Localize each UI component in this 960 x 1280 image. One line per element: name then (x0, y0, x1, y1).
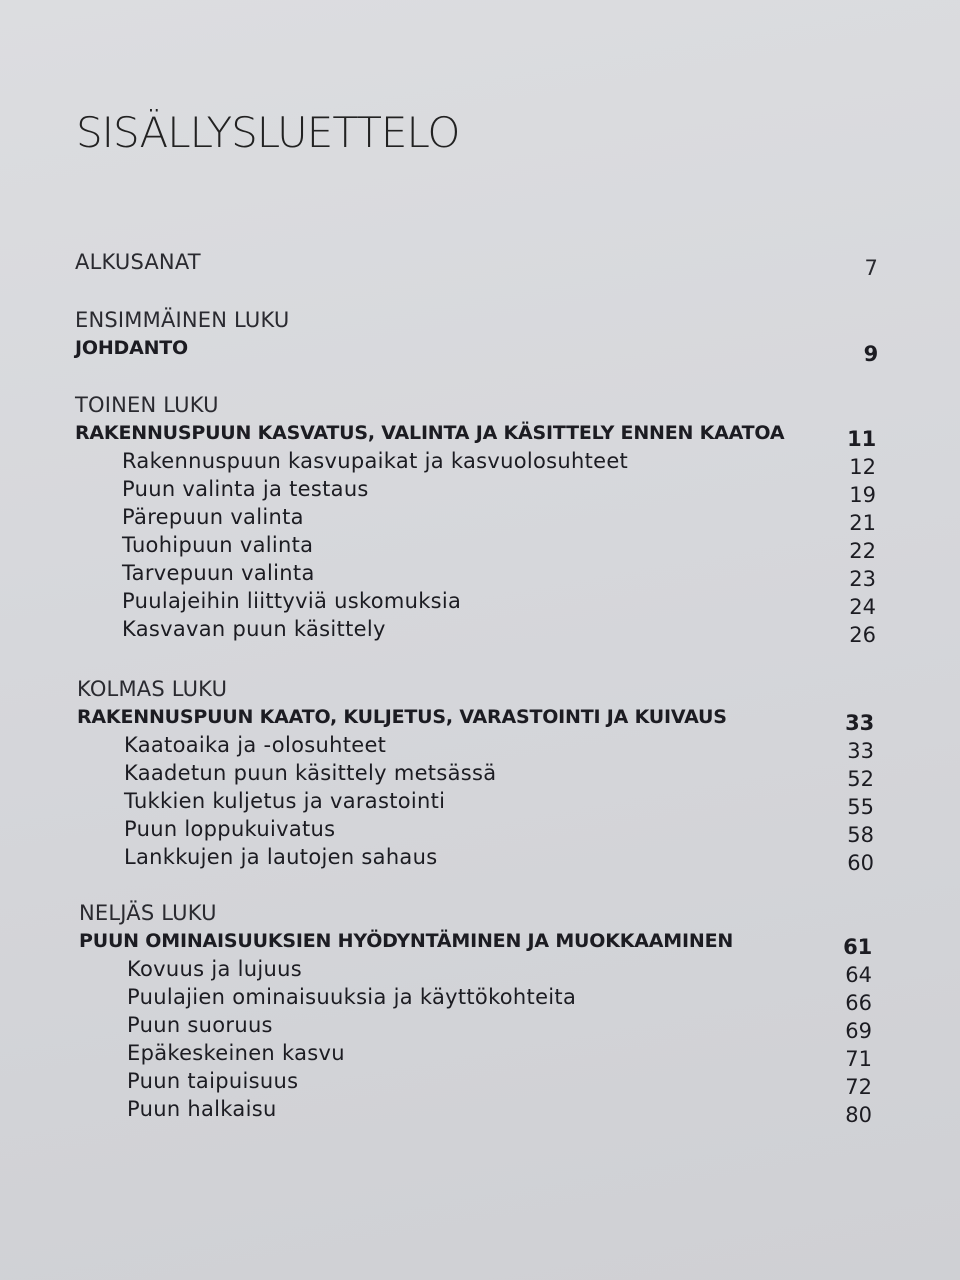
toc-section (0, 306, 960, 366)
page-number: 66 (845, 991, 872, 1015)
page-number: 55 (847, 795, 874, 819)
toc-section (0, 391, 960, 647)
page-number: 72 (845, 1075, 872, 1099)
entry-label: Puun valinta ja testaus (122, 477, 369, 501)
entry-label: PUUN OMINAISUUKSIEN HYÖDYNTÄMINEN JA MUOKKAAMINEN (79, 930, 734, 952)
entry-label: ENSIMMÄINEN LUKU (75, 308, 290, 332)
toc-entry (0, 1039, 960, 1071)
entry-label: RAKENNUSPUUN KASVATUS, VALINTA JA KÄSITTELY ENNEN KAATOA (75, 422, 785, 444)
page-number: 11 (847, 427, 876, 451)
toc-entry (0, 815, 960, 847)
entry-label: Tuohipuun valinta (122, 533, 314, 557)
entry-label: Kaatoaika ja -olosuhteet (124, 733, 387, 757)
entry-label: Puun suoruus (127, 1013, 273, 1037)
toc-section (0, 248, 960, 280)
entry-label: Puulajien ominaisuuksia ja käyttökohteita (127, 985, 577, 1009)
page-number: 60 (847, 851, 874, 875)
chapter-label (0, 899, 960, 927)
chapter-label (0, 306, 960, 334)
page-number: 69 (845, 1019, 872, 1043)
page-number: 33 (847, 739, 874, 763)
page-number: 64 (845, 963, 872, 987)
page-number: 26 (849, 623, 876, 647)
entry-label: Pärepuun valinta (122, 505, 304, 529)
page-number: 21 (849, 511, 876, 535)
entry-label: Puulajeihin liittyviä uskomuksia (122, 589, 462, 613)
entry-label: Kasvavan puun käsittely (122, 617, 386, 641)
page-number: 52 (847, 767, 874, 791)
toc-section (0, 899, 960, 1127)
entry-label: Lankkujen ja lautojen sahaus (124, 845, 438, 869)
toc-entry (0, 843, 960, 875)
entry-label: RAKENNUSPUUN KAATO, KULJETUS, VARASTOINTI JA KUIVAUS (77, 706, 727, 728)
entry-label: ALKUSANAT (75, 250, 201, 274)
entry-label: Puun loppukuivatus (124, 817, 336, 841)
toc-entry (0, 531, 960, 563)
entry-label: Tukkien kuljetus ja varastointi (124, 789, 446, 813)
toc-entry (0, 1011, 960, 1043)
toc-entry (0, 983, 960, 1015)
page-title: SISÄLLYSLUETTELO (76, 108, 460, 157)
chapter-label (0, 391, 960, 419)
toc-entry (0, 759, 960, 791)
page-number: 23 (849, 567, 876, 591)
entry-label: Epäkeskeinen kasvu (127, 1041, 345, 1065)
entry-label: Puun halkaisu (127, 1097, 277, 1121)
chapter-label (0, 675, 960, 703)
toc-entry (0, 787, 960, 819)
toc-entry (0, 731, 960, 763)
toc-entry (0, 475, 960, 507)
toc-entry (0, 447, 960, 479)
toc-entry (0, 615, 960, 647)
entry-label: Kaadetun puun käsittely metsässä (124, 761, 497, 785)
chapter-heading (0, 248, 960, 280)
entry-label: TOINEN LUKU (75, 393, 219, 417)
page-number: 61 (843, 935, 872, 959)
chapter-heading (0, 334, 960, 366)
toc-section (0, 675, 960, 875)
page-number: 12 (849, 455, 876, 479)
page-number: 33 (845, 711, 874, 735)
entry-label: Tarvepuun valinta (122, 561, 315, 585)
toc-entry (0, 1095, 960, 1127)
toc-entry (0, 955, 960, 987)
toc-entry (0, 1067, 960, 1099)
page-number: 71 (845, 1047, 872, 1071)
chapter-heading (0, 419, 960, 451)
entry-label: Puun taipuisuus (127, 1069, 299, 1093)
page-number: 9 (863, 342, 878, 366)
toc-entry (0, 503, 960, 535)
page-number: 24 (849, 595, 876, 619)
page-number: 80 (845, 1103, 872, 1127)
chapter-heading (0, 703, 960, 735)
entry-label: NELJÄS LUKU (79, 901, 217, 925)
chapter-heading (0, 927, 960, 959)
entry-label: Rakennuspuun kasvupaikat ja kasvuolosuhteet (122, 449, 629, 473)
entry-label: JOHDANTO (75, 337, 189, 359)
entry-label: KOLMAS LUKU (77, 677, 228, 701)
entry-label: Kovuus ja lujuus (127, 957, 302, 981)
page-number: 22 (849, 539, 876, 563)
toc-entry (0, 587, 960, 619)
page-number: 7 (864, 256, 878, 280)
toc-entry (0, 559, 960, 591)
page-number: 19 (849, 483, 876, 507)
page-number: 58 (847, 823, 874, 847)
